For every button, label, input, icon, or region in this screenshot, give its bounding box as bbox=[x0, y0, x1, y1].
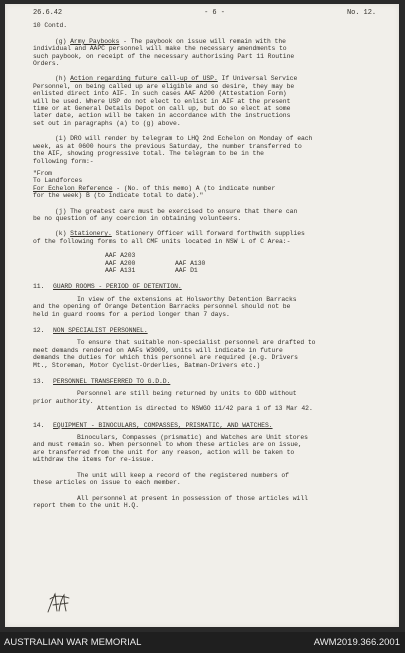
telegram-form bbox=[33, 170, 378, 200]
paragraph-k-title: Stationery. bbox=[70, 230, 112, 238]
form-item: AAF A203 bbox=[105, 252, 136, 260]
section-13-attention: Attention is directed to NSWGO 11/42 para 1 of 13 Mar 42. bbox=[97, 405, 313, 413]
section-14-line: and must remain so. When personnel to whom these articles are on issue, bbox=[33, 441, 302, 449]
section-title: GUARD ROOMS - PERIOD OF DETENTION. bbox=[53, 283, 182, 291]
section-11-line: and the opening of Orange Detention Barracks personnel should not be bbox=[33, 303, 291, 311]
section-14-paragraph-3 bbox=[33, 495, 378, 510]
section-13-line: prior authority. bbox=[33, 397, 94, 405]
telegram-reference-line2: for the week) B (to indicate total to date)." bbox=[33, 192, 204, 200]
section-11-body bbox=[33, 296, 378, 318]
footer-reference-id: AWM2019.366.2001 bbox=[313, 637, 400, 648]
section-14-line: Binoculars, Compasses (prismatic) and Watches are Unit stores bbox=[77, 434, 308, 442]
section-12-body bbox=[33, 339, 378, 369]
telegram-reference-text: - (No. of this memo) A (to indicate number bbox=[112, 184, 276, 192]
section-13-line: Personnel are still being returned by units to GDD without bbox=[77, 390, 297, 398]
header-date: 26.6.42 bbox=[33, 9, 63, 17]
telegram-from: "From bbox=[33, 169, 52, 177]
paragraph-h bbox=[33, 75, 378, 127]
section-14-heading bbox=[33, 422, 378, 429]
paragraph-g-line: - The paybook on issue will remain with the bbox=[119, 37, 286, 45]
telegram-to: To Landforces bbox=[33, 177, 83, 185]
section-13-body bbox=[33, 390, 378, 412]
section-12-line: To ensure that suitable non-specialist personnel are drafted to bbox=[77, 339, 316, 347]
form-item: AAF A130 bbox=[175, 259, 206, 267]
section-14-line: report them to the unit H.Q. bbox=[33, 501, 139, 509]
paragraph-h-line: enlisted direct into AIF. In such cases AAF A200 (Attestation Form) bbox=[33, 90, 287, 98]
paragraph-h-line: later date, action will be taken in accordance with the instructions bbox=[33, 112, 291, 120]
paragraph-h-title: Action regarding future call-up of USP. bbox=[70, 75, 218, 83]
form-item: AAF D1 bbox=[175, 266, 198, 274]
section-14-paragraph-2 bbox=[33, 472, 378, 487]
telegram-reference bbox=[33, 185, 378, 192]
handwritten-initials-signature bbox=[45, 590, 71, 616]
paragraph-g bbox=[33, 38, 378, 68]
paragraph-g-label: (g) bbox=[55, 37, 71, 45]
form-item bbox=[175, 252, 245, 259]
section-title: PERSONNEL TRANSFERRED TO G.D.D. bbox=[53, 378, 171, 386]
section-14-paragraph-1 bbox=[33, 434, 378, 464]
section-title: EQUIPMENT - BINOCULARS, COMPASSES, PRISMATIC, AND WATCHES. bbox=[53, 421, 273, 429]
section-12-line: Mt., Storeman, Motor Cyclist-Orderlies, Batman-Drivers etc.) bbox=[33, 361, 261, 369]
paragraph-i-line: (i) DRO will render by telegram to LHQ 2nd Echelon on Monday of each bbox=[55, 135, 313, 143]
form-item: AAF A200 bbox=[105, 259, 136, 267]
section-13-heading bbox=[33, 378, 378, 385]
paragraph-i bbox=[33, 135, 378, 165]
paragraph-h-line: set out in paragraphs (a) to (g) above. bbox=[33, 119, 181, 127]
paragraph-j bbox=[33, 208, 378, 223]
section-14-line: The unit will keep a record of the registered numbers of bbox=[77, 471, 289, 479]
section-number: 14. bbox=[33, 421, 45, 429]
section-11-heading bbox=[33, 283, 378, 290]
section-11-line: In view of the extensions at Holsworthy Detention Barracks bbox=[77, 295, 297, 303]
document-body bbox=[33, 8, 378, 509]
section-14-line: withdraw the items for re-issue. bbox=[33, 456, 155, 464]
continuation-label: 10 Contd. bbox=[33, 22, 68, 30]
section-14-line: these articles on issue to each member. bbox=[33, 479, 181, 487]
section-title: NON SPECIALIST PERSONNEL. bbox=[53, 327, 148, 334]
forms-list bbox=[105, 252, 378, 274]
section-14-line: are transferred from the unit for any reason, action will be taken to bbox=[33, 448, 295, 456]
paragraph-g-line: Orders. bbox=[33, 60, 60, 68]
paragraph-k-label: (k) bbox=[55, 230, 71, 238]
page-header bbox=[33, 10, 378, 17]
paragraph-j-line: be no question of any coercion in obtaining volunteers. bbox=[33, 214, 242, 222]
section-14-line: All personnel at present in possession of those articles will bbox=[77, 494, 308, 502]
telegram-reference-label: For Echelon Reference bbox=[33, 184, 113, 192]
paragraph-g-line: individual and AAPC personnel will make the necessary amendments to bbox=[33, 45, 287, 53]
document-page bbox=[5, 4, 399, 627]
paragraph-j-line: (j) The greatest care must be exercised to ensure that there can bbox=[55, 207, 298, 215]
paragraph-i-line: week, as at 0600 hours the previous Saturday, the number transferred to bbox=[33, 142, 302, 150]
header-page-number: - 6 - bbox=[204, 9, 225, 17]
paragraph-k-line: Stationery Officer will forward forthwith supplies bbox=[111, 230, 305, 238]
form-item: AAF A131 bbox=[105, 266, 136, 274]
header-order-number: No. 12. bbox=[346, 9, 376, 17]
paragraph-h-line: will be used. Where USP do not elect to enlist in AIF at the present bbox=[33, 97, 291, 105]
paragraph-h-line: time or at General Details Depot on call up, but do so elect at some bbox=[33, 105, 291, 113]
section-number: 12. bbox=[33, 327, 45, 334]
section-12-line: demands the duties for which this personnel are required (e.g. Drivers bbox=[33, 354, 298, 362]
paragraph-k-line: of the following forms to all CMF units located in NSW L of C Area:- bbox=[33, 237, 291, 245]
footer-institution: AUSTRALIAN WAR MEMORIAL bbox=[4, 637, 142, 648]
paragraph-g-title: Army Paybooks bbox=[70, 37, 120, 45]
paragraph-k bbox=[33, 230, 378, 245]
paragraph-h-line: If Universal Service bbox=[217, 75, 298, 83]
section-12-heading bbox=[33, 327, 378, 334]
section-11-line: held in guard rooms for a period longer than 7 days. bbox=[33, 310, 230, 318]
paragraph-i-line: the AIF, showing progressive total. The telegram to be in the bbox=[33, 150, 264, 158]
paragraph-h-line: Personnel, on being called up are eligible and so desire, they may be bbox=[33, 82, 295, 90]
section-12-line: meet demands rendered on AAFs W3009, units will indicate in future bbox=[33, 346, 283, 354]
archive-footer bbox=[0, 632, 405, 653]
paragraph-g-line: such paybook, on receipt of the necessary authorising Part 11 Routine bbox=[33, 52, 295, 60]
paragraph-i-line: following form:- bbox=[33, 157, 94, 165]
section-number: 13. bbox=[33, 378, 45, 386]
section-number: 11. bbox=[33, 283, 45, 291]
paragraph-h-label: (h) bbox=[55, 75, 71, 83]
